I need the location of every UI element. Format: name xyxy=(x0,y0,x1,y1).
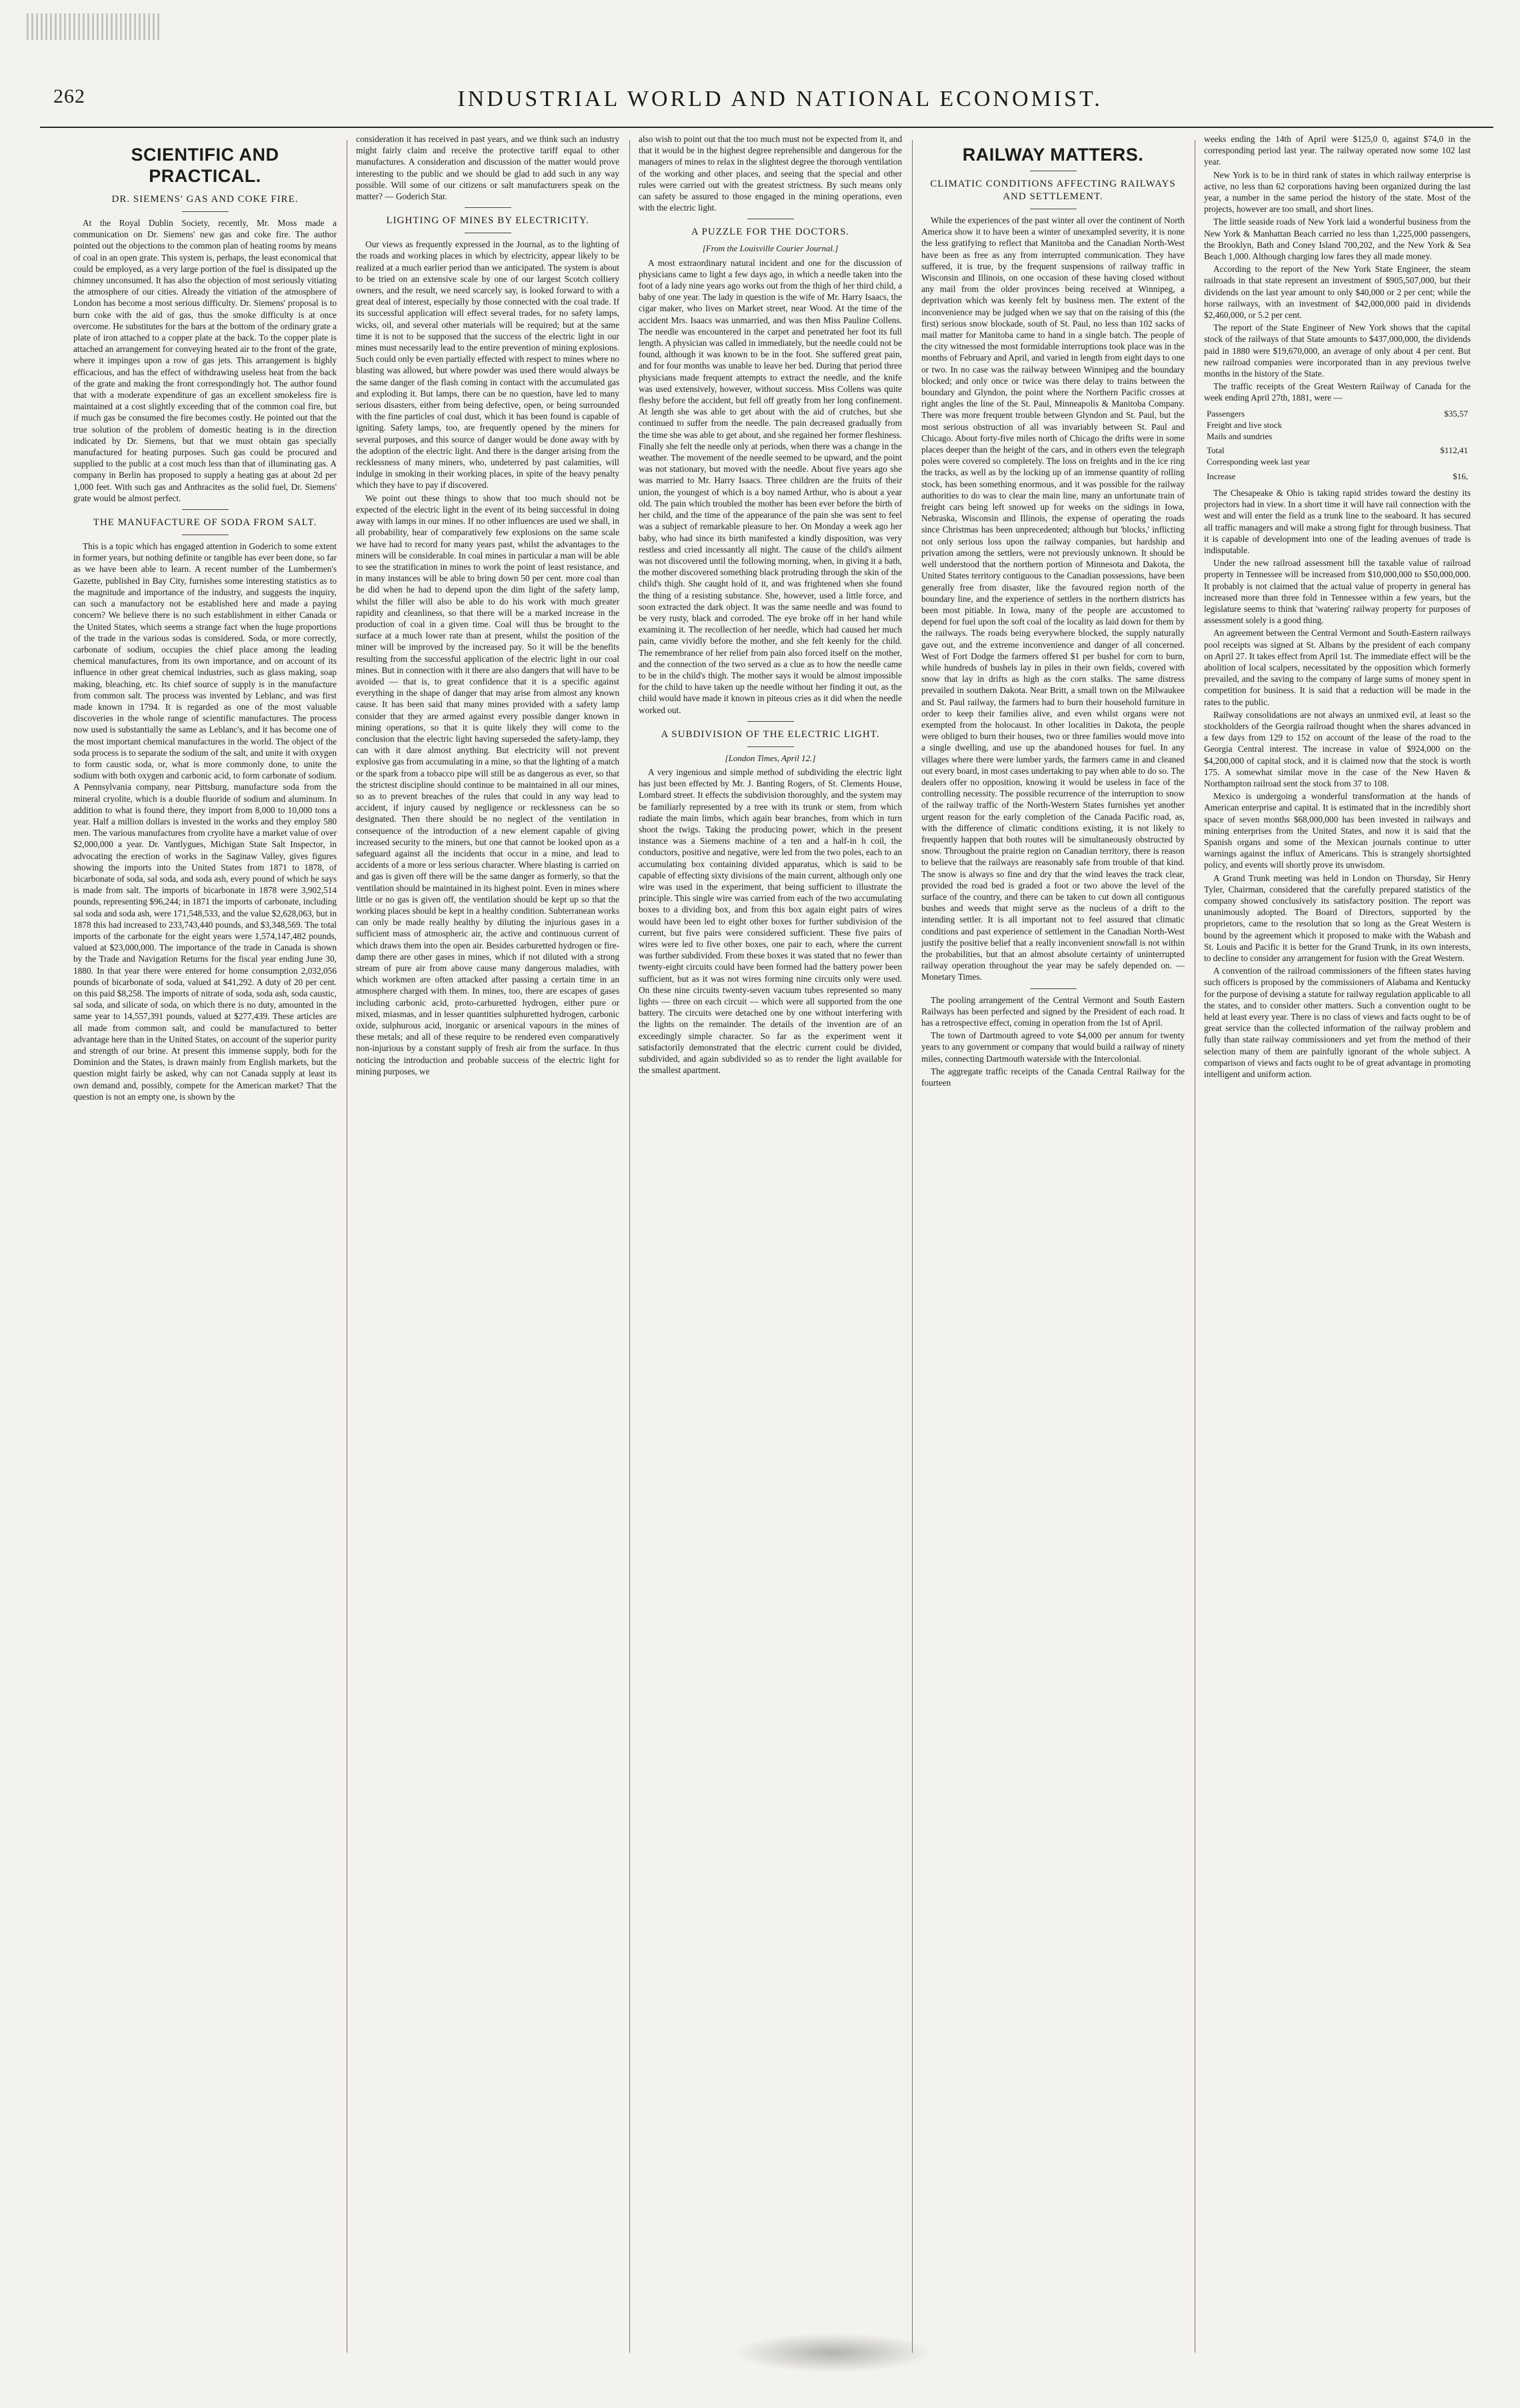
table-row: Total $112,41 xyxy=(1207,445,1468,456)
article-paragraph: The traffic receipts of the Great Western Railway of Canada for the week ending April 27th, 1881, were — xyxy=(1204,381,1471,403)
column-1 xyxy=(73,133,337,2353)
scan-artifact xyxy=(27,13,160,40)
table-row: Passengers $35,57 xyxy=(1207,408,1468,419)
table-row: Mails and sundries xyxy=(1207,431,1273,442)
article-paragraph: Our views as frequently expressed in the Journal, as to the lighting of the roads and working places in which by electricity, appear likely to be realized at a much earlier period than we anticipated. The system is about to be tried on an extensive scale by one of our largest Scotch colliery owners, and the result, we need scarcely say, is looked forward to with a great deal of interest, especially by those connected with the coal trade. If its successful application will effect several trades, for no safety lamps, wicks, oil, and several other materials will be required; but at the same time it is not to be supposed that the success of the electric light in our mines must necessarily lead to the entire prevention of mining explosions. Such could only be even partially effected with respect to mines where no blasting was allowed, but where powder was used there would always be the same danger of the flash coming in contact with the accumulated gas and exploding it. But lamps, there can be no question, have led to many serious disasters, either from being defective, open, or being surrounded with the fine particles of coal dust, which it has been found is capable of igniting. Safety lamps, too, are frequently opened by the miners for several purposes, and this source of danger would be done away with by the adoption of the electric light. And there is the danger arising from the recklessness of many miners, who, undeterred by past calamities, will indulge in smoking in their working places, in spite of the heavy penalty which they have to pay if discovered. xyxy=(356,239,619,491)
article-title: A SUBDIVISION OF THE ELECTRIC LIGHT. xyxy=(661,728,880,740)
article-paragraph: New York is to be in third rank of states in which railway enterprise is active, no less than 62 corporations having been organized during the last year, a number in the same period the history of the state. Most of the projects, however are too small, and short lines. xyxy=(1204,169,1471,215)
column-separator xyxy=(629,140,630,2353)
column-4 xyxy=(921,133,1185,2353)
article-paragraph: At the Royal Dublin Society, recently, Mr. Moss made a communication on Dr. Siemens' new gas and coke fire. The author pointed out the objections to the common plan of heating rooms by means of coal in an open grate. This system is, perhaps, the least economical that could be employed, as a very large portion of the fuel is dissipated up the chimney unconsumed. It has also the objection of most seriously vitiating the atmosphere of our cities. Already the vitiation of the atmosphere of London has become a most serious difficulty. Dr. Siemens' proposal is to burn coke with the aid of gas, thus the smoke difficulty is at once overcome. He substitutes for the bars at the bottom of the ordinary grate a plate of iron attached to a copper plate at the back. To the copper plate is attached an arrangement for conveying heated air to the front of the grate, where it impinges upon a row of gas jets. This arrangement is highly efficacious, and has the effect of withdrawing useless heat from the back of the grate and making the front correspondingly hot. The author found that with a moderate expenditure of gas an excellent smokeless fire is maintained at a cost slightly exceeding that of the common coal fire, but if much gas be consumed the fire becomes costly. He pointed out that the true solution of the problem of domestic heating is in the direction indicated by Dr. Siemens, but that we must obtain gas specially manufactured for heating purposes. Such gas could be procured and supplied to the public at a cost much less than that of illuminating gas. A company in Berlin has proposed to supply a heating gas at about 2d per 1,000 feet. With such gas and Anthracites as the solid fuel, Dr. Siemens' grate would be almost perfect. xyxy=(73,218,337,503)
divider xyxy=(465,207,511,208)
section-heading-scientific: SCIENTIFIC AND PRACTICAL. xyxy=(131,145,279,186)
columns xyxy=(73,133,1500,2353)
divider xyxy=(182,509,229,510)
article-paragraph: A Grand Trunk meeting was held in London on Thursday, Sir Henry Tyler, Chairman, considered that the carefully prepared statistics of the company showed conclusively its satisfactory position. The report was unanimously adopted. The Board of Directors, supported by the proprietors, came to the resolution that so long as the Great Western is bound by the agreement which it proposed to make with the Wabash and St. Louis and Pacific it is better for the Grand Trunk, in its own interests, to decline to consider any arrangement for fusion with the Great Western. xyxy=(1204,872,1471,964)
section-heading-railway: RAILWAY MATTERS. xyxy=(962,145,1144,165)
divider xyxy=(182,211,229,212)
article-source: [From the Louisville Courier Journal.] xyxy=(702,243,839,254)
receipts-table xyxy=(1204,408,1471,482)
page-number: 262 xyxy=(53,85,85,107)
column-2 xyxy=(356,133,619,2353)
table-row: Freight and live stock xyxy=(1207,419,1283,430)
table-row: Corresponding week last year xyxy=(1207,457,1310,467)
divider xyxy=(747,721,794,722)
article-title: THE MANUFACTURE OF SODA FROM SALT. xyxy=(93,517,317,529)
article-title: LIGHTING OF MINES BY ELECTRICITY. xyxy=(386,215,589,227)
article-title: CLIMATIC CONDITIONS AFFECTING RAILWAYS AND SETTLEMENT. xyxy=(930,179,1176,202)
article-paragraph: The little seaside roads of New York laid a wonderful business from the New York & Manhattan Beach carried no less than 1,225,000 passengers, the Brooklyn, Bath and Coney Island 700,202, and the New York & Sea Beach 1,000. Although charging low fares they all made money. xyxy=(1204,217,1471,262)
divider xyxy=(747,746,794,747)
article-paragraph: This is a topic which has engaged attention in Goderich to some extent in former years, but nothing definite or tangible has ever been done, so far as we have been able to learn. A recent number of the Lumbermen's Gazette, published in Bay City, furnishes some interesting statistics as to the magnitude and importance of the industry, and suggests the inquiry, can such a manufactory not be established here and made a paying concern? We believe there is no such establishment in either Canada or the United States, which seems a strange fact when the huge proportions of the trade in the various sodas is considered. Soda, or more correctly, carbonate of sodium, occupies the chief place among the leading chemical manufactures, from its own importance, and on account of its influence in other great chemical industries, such as glass making, soap making, bleaching, etc. Its chief source of supply is in the manufacture from common salt. The process was invented by Leblanc, and was first made known in 1794. It is regarded as one of the most valuable discoveries in the whole range of scientific manufactures. The process now used is substantially the same as Leblanc's, and it has become one of the most important chemical manufactures in the world. The object of the soda process is to separate the sodium of the salt, and unite it with oxygen to form caustic soda, or, what is more commonly done, to unite the sodium with both oxygen and carbonic acid, to form carbonate of sodium. A Pennsylvania company, near Pittsburg, manufacture soda from the mineral cryolite, which is a double fluoride of sodium and aluminum. In addition to what is found there, they import from 8,000 to 10,000 tons a year. Half a million dollars is invested in the works and they employ 580 men. The various manufactures from cryolite have a market value of over $2,000,000 a year. Dr. Vantlygues, Michigan State Salt Inspector, in advocating the erection of works in the Saginaw Valley, gives figures showing the imports into the United States from 1871 to 1878, of bicarbonate of soda, sal soda, and soda ash, every pound of which he says is made from salt. The imports of bicarbonate in 1878 were 3,902,514 pounds, representing $96,244; in 1871 the imports of carbonate, including sal soda and soda ash, were 171,548,533, and the value $2,628,063, but in 1878 this had increased to 233,743,440 pounds, and $3,348,569. The total imports of the carbonate for the eight years were 1,574,147,482 pounds, valued at $23,000,000. The importance of the trade in Canada is shown by the Trade and Navigation Returns for the fiscal year ending June 30, 1880. In that year there were entered for home consumption 2,032,056 pounds of bicarbonate of soda, valued at $41,292. A duty of 20 per cent. on this paid $8,258. The imports of nitrate of soda, soda ash, soda caustic, sal soda, and silicate of soda, on which there is no duty, amounted in the same year to 14,557,391 pounds, valued at $277,439. These articles are all made from common salt, and could be manufactured to better advantage here than in the United States, on account of the superior purity and strength of our brine. At present this immense supply, both for the Dominion and the States, is drawn mainly from English markets, but the question might fairly be asked, why can not Canada supply at least its own demand and, possibly, compete for the American market? That the question is not an empty one, is shown by the xyxy=(73,541,337,1102)
article-source: [London Times, April 12.] xyxy=(725,752,816,763)
article-paragraph: We point out these things to show that too much should not be expected of the electric light in the event of its being successful in doing away with lamps in our mines. If no other influences are used we shall, in all probability, hear of comparatively few explosions on the same scale we have had to record for many years past, whilst the advantages to the miners will be considerable. In coal mines in particular a man will be able to see the stratification in mines to work the point of least resistance, and in many instances will be able to bring down 50 per cent. more coal than he did when he had to depend upon the dim light of the safety lamp, whilst the filler will also be able to do his work with much greater rapidity and cleanliness, so that there will be a marked increase in the production of coal in a given time. Coal will thus be brought to the surface at a much lower rate than at present, whilst the position of the miner will be improved by the increased pay. So it will be the benefits resulting from the successful application of the electric light in our coal mines. But in connection with it there are also dangers that will have to be avoided — that is, to great confidence that it is a specific against everything in the shape of danger that may arise from almost any known cause. It has been said that many mines provided with a safety lamp consider that they are armed against every possible danger known in mining operations, so that it is quite likely they will come to the conclusion that the electric light having superseded the safety-lamp, they can with it dare almost anything. But electricity will not prevent explosive gas from accumulating in a mine, so that the lighting of a match or the spark from a tobacco pipe will still be as dangerous as ever, so that the strictest discipline should continue to be maintained in all our mines, so as to prevent breaches of the rules that could in any way lead to accident, if injury caused by negligence or recklessness can be so designated. Then there should be no neglect of the ventilation in consequence of the introduction of a new element capable of giving increased security to the miners, but one that cannot be looked upon as a safeguard against all the incidents that occur in a mine, and lead to accidents of a more or less serious character. Where blasting is carried on and gas is given off there will be the same danger as formerly, so that the ventilation should be maintained in its highest point. Even in mines where little or no gas is given off, the ventilation should be kept up so that the working places should be kept in a healthy condition. Subterranean works can only be made really healthy by diluting the injurious gases in a sufficient mass of atmospheric air, the active and continuous current of which draws them into the open air. Besides carburetted hydrogen or fire-damp there are other gases in mines, which if not diluted with a strong stream of pure air from above cause many dangerous maladies, with which workmen are often attacked after passing a certain time in an atmosphere charged with them. In mines, too, there are escapes of gases including carbonic acid, proto-carburetted hydrogen, either pure or mixed, miasmas, and in lesser quantities sulphuretted hydrogen, carbonic oxide, sulphurous acid, inorganic or arsenical vapours in the mines of these metals; and all of these require to be rendered even comparatively non-injurious by a constant supply of fresh air from the surface. In thus noticing the introduction and probable success of the electric light for mining purposes, we xyxy=(356,493,619,1076)
table-row: Increase $16, xyxy=(1207,471,1468,481)
article-paragraph: An agreement between the Central Vermont and South-Eastern railways pool receipts was signed at St. Albans by the president of each company on April 27. It takes effect from April 1st. The immediate effect will be the abolition of local scalpers, necessitated by the opposition which formerly prevailed, and the saving to the company of large sums of money spent in competition for business. It is said that a reduction will be made in the rates to the public. xyxy=(1204,628,1471,707)
article-title: A PUZZLE FOR THE DOCTORS. xyxy=(691,227,850,238)
article-paragraph: The aggregate traffic receipts of the Canada Central Railway for the fourteen xyxy=(921,1066,1185,1088)
page-title: INDUSTRIAL WORLD AND NATIONAL ECONOMIST. xyxy=(457,87,1103,111)
article-paragraph: Under the new railroad assessment bill the taxable value of railroad property in Tennessee will be increased from $10,000,000 to $50,000,000. It probably is not claimed that the actual value of property in general has increased more than three fold in Tennessee within a few years, but the legislature seems to think that 'watering' railway property for purposes of assessment solely is a good thing. xyxy=(1204,558,1471,626)
article-paragraph: consideration it has received in past years, and we think such an industry might fairly claim and receive the protective tariff equal to other manufactures. A consideration and discussion of the matter would prove interesting to the public and we should be glad to add such in any way possible. Will some of our citizens or salt manufacturers speak on the matter? — Goderich Star. xyxy=(356,134,619,202)
header-rule xyxy=(40,127,1493,128)
column-separator xyxy=(912,140,913,2353)
article-paragraph: Mexico is undergoing a wonderful transformation at the hands of American enterprise and capital. It is estimated that in the incredibly short space of seven months $68,000,000 has been invested in railways and mining enterprises from the United States, and now it is said that the Spanish organs and some of the Mexican journals continue to utter warnings against the influx of Americans. This is strangely shortsighted policy, and events will shortly prove its unwisdom. xyxy=(1204,791,1471,870)
article-paragraph: According to the report of the New York State Engineer, the steam railroads in that state represent an investment of $905,507,000, but their dividends on the last year amount to only $40,000 or 2 per cent; while the horse railways, with an investment of $42,000,000 paid in dividends $2,460,000, or 5.2 per cent. xyxy=(1204,264,1471,321)
column-5 xyxy=(1204,133,1471,2353)
column-3 xyxy=(639,133,902,2353)
page-header xyxy=(40,80,1493,120)
article-paragraph: weeks ending the 14th of April were $125,0 0, against $74,0 in the corresponding period last year. The railway operated now some 102 last year. xyxy=(1204,134,1471,167)
article-paragraph: The Chesapeake & Ohio is taking rapid strides toward the destiny its projectors had in view. In a short time it will have rail connection with the west and will enter the field as a trunk line to the seaboard. It has secured all traffic managers and will make a strong fight for through business. That it is capable of development into one of the leading avenues of trade is indisputable. xyxy=(1204,487,1471,555)
divider xyxy=(1030,988,1077,989)
article-paragraph: also wish to point out that the too much must not be expected from it, and that it would be in the highest degree reprehensible and dangerous for the managers of mines to relax in the slightest degree the thorough ventilation of the working and other places, and seeing that the special and other rules were carried out with the greatest strictness. By such means only can safety be assured to those engaged in the mining operations, even with the electric light. xyxy=(639,134,902,213)
article-paragraph: Railway consolidations are not always an unmixed evil, at least so the stockholders of the Georgia railroad thought when the shares advanced in a few days from 129 to 152 on account of the lease of the road to the Georgia Central interest. The increase in value of $924,000 on the $4,200,000 of capital stock, and it is claimed now that the stock is worth 175. A somewhat similar move in the case of the New Haven & Northampton railroad sent the stock from 37 to 108. xyxy=(1204,709,1471,788)
article-paragraph: A convention of the railroad commissioners of the fifteen states having such officers is proposed by the commissioners of Alabama and Kentucky for the purpose of devising a statute for railway regulation applicable to all the states, and to consider other matters. Such a convention ought to be held at least every year. There is no class of views and facts ought to be of great service than the collected information of the railway problem and fully than state railway commissioners and yet from the method of their selection many of them are painfully ignorant of the whole subject. A comparison of views and facts ought to be of great advantage in promoting intelligent and uniform action. xyxy=(1204,966,1471,1080)
article-paragraph: A very ingenious and simple method of subdividing the electric light has just been effected by Mr. J. Banting Rogers, of St. Clements House, Lombard street. It effects the subdivision thoroughly, and the system may be familiarly represented by a tree with its trunk or stem, from which radiate the main limbs, which again bear branches, from which in turn shoot the twigs. Taking the producing power, which in the present instance was a Siemens machine of a ten and a half-in h coil, the conductors, positive and negative, were led from the two poles, each to an accumulating box containing divided apparatus, which is said to be capable of effecting sixty divisions of the main current, although only one wire was used in the experiment, that being sufficient to illustrate the principle. This single wire was carried from each of the two accumulating boxes to a dividing box, and from this box again eight pairs of wires would have been led to eight other boxes for further subdivision of the current, but five pairs were considered sufficient. These five pairs of wires were led to five other boxes, one pair to each, where the current was further subdivided. From these boxes it was stated that no fewer than twenty-eight circuits could have been formed had the battery power been sufficient, but as it was not wires forming nine circuits only were used. On these nine circuits twenty-seven vacuum tubes represented so many lights — three on each circuit — which were all supported from the one battery. The circuits were detached one by one without interfering with the lights on the remainder. The details of the invention are of an exceedingly simple character. So far as the experiment went it satisfactorily demonstrated that the electric current could be divided, subdivided, and again subdivided so as to render the light available for the smallest apartment. xyxy=(639,766,902,1076)
article-paragraph: A most extraordinary natural incident and one for the discussion of physicians came to light a few days ago, in which a needle taken into the foot of a lady nine years ago works out from the thigh of her third child, a baby of one year. The lady in question is the wife of Mr. Harry Isaacs, the cigar maker, who lives on Market street, near Wood. At the time of the accident Mrs. Isaacs was unmarried, and was then Miss Pauline Collens. The needle was encountered in the carpet and penetrated her foot its full length. A physician was called in immediately, but the needle could not be found, although it was known to be in the foot. She suffered great pain, and for four months was unable to leave her bed. During that period three physicians made frequent attempts to extract the needle, and the knife was used extensively, however, without success. Miss Collens was quite fleshy before the accident, but fell off greatly from her long confinement. At length she was able to get about with the aid of crutches, but she continued to suffer from the needle. The pain decreased gradually from the time she was able to get about, and she regained her former fleshiness. Finally she felt the needle only at periods, when there was a change in the weather. The movement of the needle seemed to be upward, and the point was not stationary, but moved with the needle. About five years ago she was married to Mr. Harry Isaacs. Three children are the fruits of their union, the youngest of which is a boy named Arthur, who is about a year old. The pain which troubled the mother has been ever before the birth of her child, and the time of the appearance of the pain she was sent to feel was a subject of remarkable pleasure to her. On Monday a week ago her baby, who had since its birth manifested a kindly disposition, was very restless and cried incessantly all night. The cause of the child's ailment was not discovered until the following morning, when, in giving it a bath, the mother discovered something black protruding through the skin of the child's thigh. She caught hold of it, and was frightened when she found the thing of a resisting substance. She, however, used a little force, and soon extracted the dark object. It was the same needle and was found to be very rusty, black and corroded. The eye broke off in her hand while examining it. The recollection of her needle, which had caused her much pain, came vividly before the mother, and she felt keenly for the child. The remembrance of her relief from pain also forced itself on the mother, and the connection of the two served as a clue as to how the needle came to be in the child's thigh. The mother says it would be almost impossible for the child to have taken up the needle without her finding it out, as the child would have made it known in piteous cries as it did when the needle worked out. xyxy=(639,257,902,715)
article-paragraph: The town of Dartmouth agreed to vote $4,000 per annum for twenty years to any government or company that would build a railway of ninety miles, connecting Dartmouth waterside with the Intercolonial. xyxy=(921,1030,1185,1064)
article-paragraph: While the experiences of the past winter all over the continent of North America show it to have been a winter of unexampled severity, it is none the less gratifying to reflect that Manitoba and the Canadian North-West have been as free as any from interrupted communication. They have suffered, it is true, by the frequent suspensions of railway traffic in Wisconsin and Illinois, on one occasion of these having closed without any mail from the older provinces being received at Winnipeg, a deprivation which was keenly felt by business men. The extent of the inconvenience may be judged when we say that on the raising of this (the first) serious snow blockade, south of St. Paul, no less than 102 sacks of mail matter for Manitoba came to hand in a single batch. The people of the city witnessed the most formidable interruptions took place was in the months of February and April, and varied in length from eight days to one or two. In no case was the railway between Winnipeg and the boundary blocked; and only once or twice was there delay to trains between the boundary and Glyndon, the point where the Northern Pacific crosses at right angles the line of the St. Paul, Minneapolis & Manitoba Company. There was more frequent trouble between Glyndon and St. Paul, but the most serious obstruction of all was invariably between St. Paul and Chicago. About forty-five miles north of Chicago the drifts were in some places deeper than the height of the cars, and in others even the telegraph poles were covered so completely. The loss on freights and in the ice ring the tracks, as well as by the locking up of an immense quantity of rolling stock, has been something enormous, and it was possible for the railway authorities to do was to clear the main line, many an unfortunate train of freight cars being left snowed up for weeks on the sidings in Iowa, Nebraska, Wisconsin and Illinois, the expense of operating the roads since Christmas has been unprecedented; although but 'blocks,' inflicting not only serious loss upon the railway companies, but hardship and privation among the settlers, were not previously unknown. It should be well understood that the northern portion of Minnesota and Dakota, the United States territory contiguous to the Canadian possessions, have been generally free from disaster, like the favoured region north of the boundary line, and the experience of settlers in the northern districts has been most pitiable. In Iowa, many of the people are accustomed to depend for fuel upon the soft coal of the locality as laid down for them by the railways. The roads being everywhere blocked, the supply naturally gave out, and the extreme inconvenience and danger of all concerned. West of Fort Dodge the farmers offered $1 per bushel for corn to burn, while hundreds of bushels lay in piles in their own fields, covered with snow that lay in drifts as high as the corn stalks. The same distress prevailed in southern Dakota. Near Britt, a small town on the Milwaukee and St. Paul railway, the farmers had to burn their household furniture in order to keep their families alive, and even whilst organs were not exempted from the holocaust. In other localities in Dakota, the people were obliged to burn their houses, two or three families would move into a single dwelling, and use up the abandoned houses for fuel. In any villages where there were lumber yards, the farmers came in and cleaned out every board, in most cases undertaking to pay when able to do so. The dealers offer no opposition, knowing it would be useless in face of the controlling necessity. The possible recurrence of the interruption to snow of the railway traffic of the North-Western States furnishes yet another urgent reason for the early completion of the Canada Pacific road, as, with the difference of climatic conditions existing, it is not likely to frequently happen that both routes will be simultaneously obstructed by snow. Throughout the prairie region on Canadian territory, there is reason to believe that the railways are reasonably safe from trouble of that kind. The snow is always so fine and dry that the wind leaves the track clear, provided the road bed is graded a foot or two above the level of the surface of the country, and there can be taken to cut down all contiguous bushes and weeds that might serve as the nucleus of a drift to the intending settler. It is all important not to feel assured that climatic conditions and past experience of settlement in the Canadian North-West justify the positive belief that a really inconvenient snowfall is not within the probabilities, but that an almost absolute certainty of uninterrupted railway operation throughout the year may be safely depended on. — Monetary Times. xyxy=(921,215,1185,982)
article-title: DR. SIEMENS' GAS AND COKE FIRE. xyxy=(111,194,299,205)
article-paragraph: The report of the State Engineer of New York shows that the capital stock of the railways of that State amounts to $437,000,000, the dividends paid in 1880 were $19,670,000, an average of only about 4 per cent. But new railroad companies were incorporated than in any previous twelve months in the history of the State. xyxy=(1204,323,1471,379)
article-paragraph: The pooling arrangement of the Central Vermont and South Eastern Railways has been perfected and signed by the President of each road. It has a retrospective effect, coming in operation from the 1st of April. xyxy=(921,994,1185,1028)
